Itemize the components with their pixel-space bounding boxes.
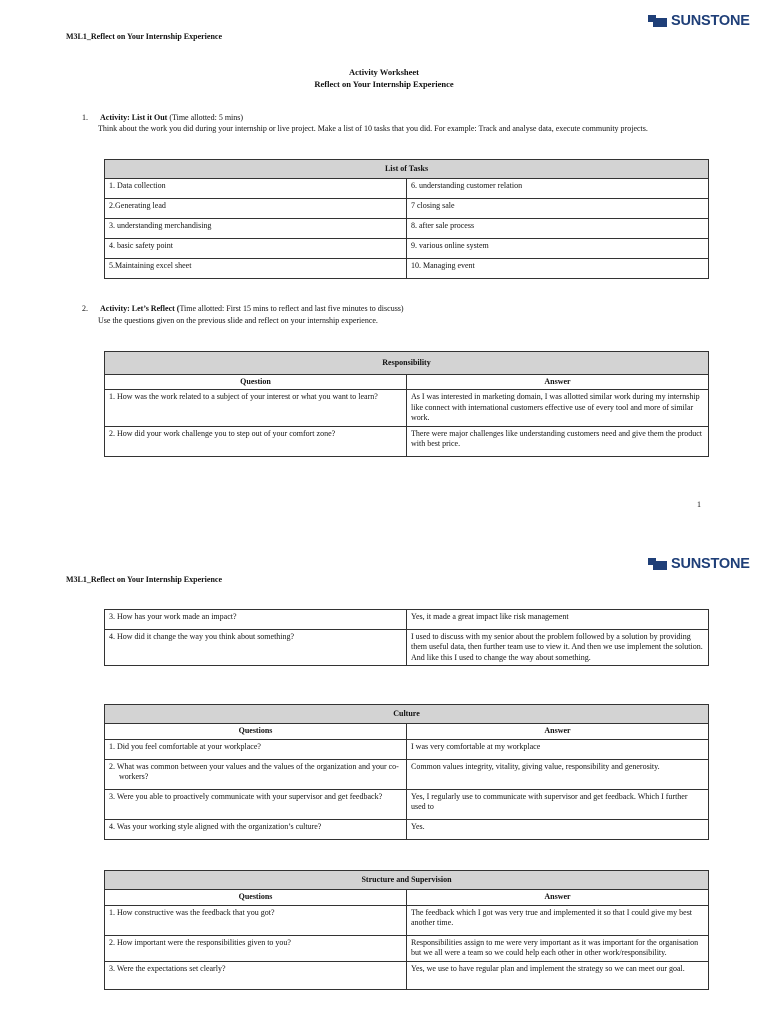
answer-cell: I was very comfortable at my workplace (407, 739, 709, 759)
question-cell: 1. How constructive was the feedback that you got? (105, 905, 407, 935)
question-column-header: Question (105, 375, 407, 390)
question-cell: 4. How did it change the way you think about something? (105, 630, 407, 666)
activity2-time: Time allotted: First 15 mins to reflect and last five minutes to discuss) (179, 304, 404, 313)
answer-column-header: Answer (407, 375, 709, 390)
table-row (105, 759, 709, 789)
worksheet-heading-1: Activity Worksheet (349, 67, 419, 77)
answer-cell: Yes. (407, 819, 709, 839)
table-row (105, 630, 709, 666)
doc-code: M3L1_Reflect on Your Internship Experience (66, 575, 222, 584)
answer-cell: The feedback which I got was very true and implemented it so that I could give my best another time. (407, 905, 709, 935)
activity1-title (82, 113, 243, 123)
table-row (105, 239, 709, 259)
answer-cell: As I was interested in marketing domain, I was allotted similar work during my internship like connect with international customers effective use of every tool and more of similar work. (407, 390, 709, 426)
culture-table (104, 704, 709, 840)
activity1-label: Activity (100, 113, 128, 122)
answer-cell: Yes, I regularly use to communicate with supervisor and get feedback. Which I further used to (407, 789, 709, 819)
question-cell: 1. How was the work related to a subject of your interest or what you want to learn? (105, 390, 407, 426)
answer-cell: Common values integrity, vitality, giving value, responsibility and generosity. (407, 759, 709, 789)
task-cell: 8. after sale process (407, 219, 709, 239)
answer-cell: Yes, it made a great impact like risk management (407, 610, 709, 630)
sunstone-logo-icon (648, 15, 667, 27)
task-cell: 10. Managing event (407, 259, 709, 279)
answer-cell: I used to discuss with my senior about the problem followed by a solution by providing them useful data, then further team use to view it. And then we use implement the solution. And like this I used to change the way about something. (407, 630, 709, 666)
table-row (105, 789, 709, 819)
structure-table-header: Structure and Supervision (105, 871, 709, 890)
task-cell: 5.Maintaining excel sheet (105, 259, 407, 279)
question-cell: 3. How has your work made an impact? (105, 610, 407, 630)
table-row (105, 819, 709, 839)
task-cell: 4. basic safety point (105, 239, 407, 259)
table-row (105, 935, 709, 961)
brand-name: SUNSTONE (671, 13, 750, 29)
activity1-number: 1. (82, 113, 88, 122)
tasks-table-header: List of Tasks (105, 160, 709, 179)
table-row (105, 219, 709, 239)
answer-column-header: Answer (407, 724, 709, 739)
task-cell: 9. various online system (407, 239, 709, 259)
culture-table-header: Culture (105, 705, 709, 724)
doc-code: M3L1_Reflect on Your Internship Experience (66, 32, 222, 41)
question-column-header: Questions (105, 890, 407, 905)
activity2-number: 2. (82, 304, 88, 313)
table-row (105, 426, 709, 456)
activity1-description: Think about the work you did during your internship or live project. Make a list of 10 tasks that you did. For example: Track and analyse data, execute community projects. (98, 124, 648, 133)
table-row (105, 390, 709, 426)
activity2-description: Use the questions given on the previous slide and reflect on your internship experience. (98, 316, 378, 325)
activity2-title (82, 304, 404, 314)
sunstone-logo-icon (648, 558, 667, 570)
task-cell: 6. understanding customer relation (407, 179, 709, 199)
structure-supervision-table (104, 870, 709, 990)
question-cell: 3. Were you able to proactively communicate with your supervisor and get feedback? (105, 789, 407, 819)
brand-name: SUNSTONE (671, 556, 750, 572)
page-number: 1 (697, 500, 701, 509)
task-cell: 3. understanding merchandising (105, 219, 407, 239)
sunstone-logo (648, 555, 750, 574)
activity2-name: : Let’s Reflect ( (127, 304, 180, 313)
table-row (105, 259, 709, 279)
question-cell: 1. Did you feel comfortable at your workplace? (105, 739, 407, 759)
responsibility-continued-table (104, 609, 709, 666)
table-row (105, 610, 709, 630)
answer-cell: Yes, we use to have regular plan and implement the strategy so we can meet our goal. (407, 961, 709, 989)
question-cell: 2. How important were the responsibilities given to you? (105, 935, 407, 961)
table-row (105, 739, 709, 759)
question-cell: 2. What was common between your values and the values of the organization and your co-workers? (105, 759, 407, 789)
task-cell: 1. Data collection (105, 179, 407, 199)
tasks-table (104, 159, 709, 279)
activity1-time: (Time allotted: 5 mins) (167, 113, 244, 122)
answer-cell: There were major challenges like understanding customers need and give them the product with best price. (407, 426, 709, 456)
responsibility-table (104, 351, 709, 457)
table-row (105, 961, 709, 989)
question-cell: 4. Was your working style aligned with the organization’s culture? (105, 819, 407, 839)
task-cell: 2.Generating lead (105, 199, 407, 219)
sunstone-logo (648, 12, 750, 31)
activity2-label: Activity (100, 304, 128, 313)
table-row (105, 199, 709, 219)
question-cell: 3. Were the expectations set clearly? (105, 961, 407, 989)
answer-cell: Responsibilities assign to me were very important as it was important for the organisation but we all were a team so we could help each other in other work/responsibility. (407, 935, 709, 961)
worksheet-heading-2: Reflect on Your Internship Experience (314, 79, 454, 89)
responsibility-table-header: Responsibility (105, 352, 709, 375)
table-row (105, 179, 709, 199)
question-column-header: Questions (105, 724, 407, 739)
activity1-name: : List it Out (127, 113, 168, 122)
table-row (105, 905, 709, 935)
task-cell: 7 closing sale (407, 199, 709, 219)
question-cell: 2. How did your work challenge you to step out of your comfort zone? (105, 426, 407, 456)
answer-column-header: Answer (407, 890, 709, 905)
